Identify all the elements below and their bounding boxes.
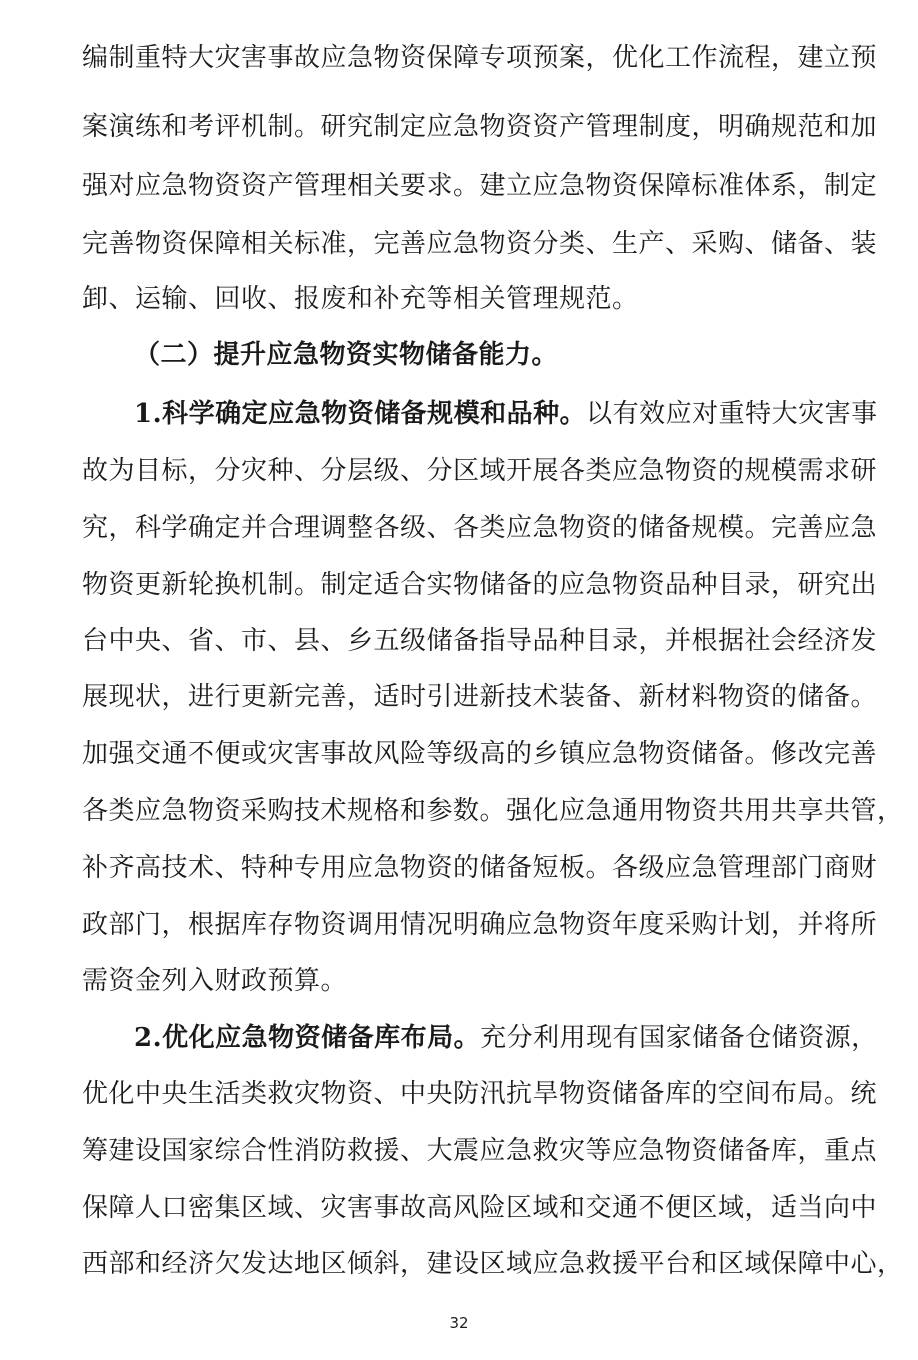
paragraph-line: 筹建设国家综合性消防救援、大震应急救灾等应急物资储备库，重点 <box>82 1136 878 1166</box>
paragraph-line: 究，科学确定并合理调整各级、各类应急物资的储备规模。完善应急 <box>82 513 878 543</box>
paragraph-line: 台中央、省、市、县、乡五级储备指导品种目录，并根据社会经济发 <box>82 626 878 656</box>
paragraph-text: 以有效应对重特大灾害事 <box>586 399 878 429</box>
paragraph-line: 加强交通不便或灾害事故风险等级高的乡镇应急物资储备。修改完善 <box>82 739 878 769</box>
paragraph-line: 优化中央生活类救灾物资、中央防汛抗旱物资储备库的空间布局。统 <box>82 1079 878 1109</box>
paragraph-line: 补齐高技术、特种专用应急物资的储备短板。各级应急管理部门商财 <box>82 853 878 883</box>
paragraph-line: 故为目标，分灾种、分层级、分区域开展各类应急物资的规模需求研 <box>82 456 878 486</box>
numbered-paragraph-first-line <box>134 1022 878 1054</box>
paragraph-text: 充分利用现有国家储备仓储资源， <box>480 1023 878 1053</box>
paragraph-line: 完善物资保障相关标准，完善应急物资分类、生产、采购、储备、装 <box>82 229 878 259</box>
paragraph-line: 强对应急物资资产管理相关要求。建立应急物资保障标准体系，制定 <box>82 171 878 201</box>
paragraph-line: 物资更新轮换机制。制定适合实物储备的应急物资品种目录，研究出 <box>82 570 878 600</box>
paragraph-line: 西部和经济欠发达地区倾斜，建设区域应急救援平台和区域保障中心， <box>82 1249 904 1279</box>
paragraph-line: 需资金列入财政预算。 <box>82 966 348 996</box>
numbered-item-heading: 1.科学确定应急物资储备规模和品种。 <box>134 399 587 429</box>
paragraph-line: 保障人口密集区域、灾害事故高风险区域和交通不便区域，适当向中 <box>82 1193 878 1223</box>
paragraph-line: 各类应急物资采购技术规格和参数。强化应急通用物资共用共享共管， <box>82 796 904 826</box>
paragraph-line: 卸、运输、回收、报废和补充等相关管理规范。 <box>82 284 639 314</box>
paragraph-line: 政部门，根据库存物资调用情况明确应急物资年度采购计划，并将所 <box>82 910 878 940</box>
numbered-item-heading: 2.优化应急物资储备库布局。 <box>134 1023 481 1053</box>
numbered-paragraph-first-line <box>134 398 878 430</box>
paragraph-line: 展现状，进行更新完善，适时引进新技术装备、新材料物资的储备。 <box>82 682 878 712</box>
paragraph-line: 编制重特大灾害事故应急物资保障专项预案，优化工作流程，建立预 <box>82 43 878 73</box>
paragraph-line: 案演练和考评机制。研究制定应急物资资产管理制度，明确规范和加 <box>82 112 878 142</box>
section-heading: （二）提升应急物资实物储备能力。 <box>134 340 559 370</box>
page-number: 32 <box>449 1314 469 1332</box>
